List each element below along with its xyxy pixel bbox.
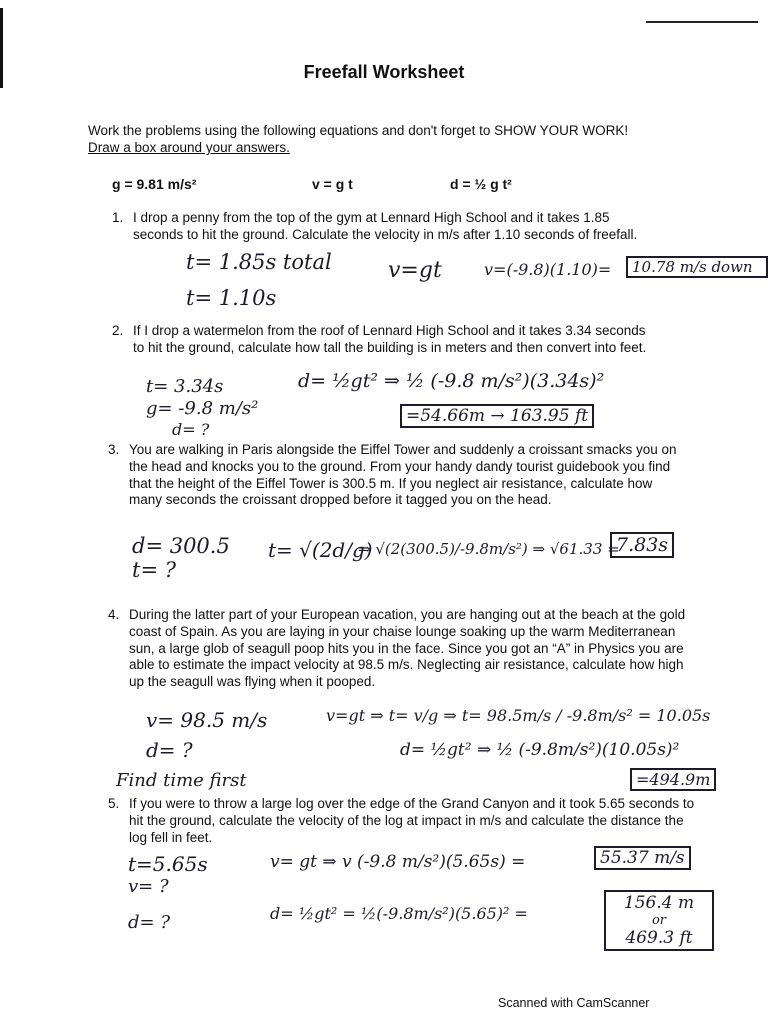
scanner-watermark: Scanned with CamScanner: [498, 996, 650, 1010]
p3-formula: t= √(2d/g): [268, 538, 373, 562]
p4-note: Find time first: [116, 770, 247, 791]
p5-answer-or: or: [651, 913, 667, 928]
p5-formula-distance: d= ½gt² = ½(-9.8m/s²)(5.65)² =: [270, 904, 528, 923]
p5-answer-feet: 469.3 ft: [625, 928, 693, 948]
p3-work: ⇒ √(2(300.5)/-9.8m/s²) ⇒ √61.33 =: [358, 540, 620, 558]
p1-given-time: t= 1.10s: [186, 286, 277, 310]
equation-gravity: g = 9.81 m/s²: [112, 176, 197, 192]
problem-text: I drop a penny from the top of the gym at Lennard High School and it takes 1.85 seconds to hit the ground. Calculate the velocity in m/s after 1.10 seconds of freefall.: [133, 210, 638, 242]
p2-formula: d= ½gt² ⇒ ½ (-9.8 m/s²)(3.34s)²: [298, 370, 605, 392]
p1-given-total-time: t= 1.85s total: [186, 250, 332, 274]
problem-1: [112, 210, 652, 244]
p5-given-velocity: v= ?: [128, 876, 169, 897]
p5-given-time: t=5.65s: [128, 852, 208, 876]
p2-given-time: t= 3.34s: [146, 376, 224, 397]
problem-number: 4.: [108, 607, 120, 622]
p5-answer-velocity-box: 55.37 m/s: [594, 846, 691, 870]
p4-given-distance: d= ?: [146, 738, 193, 762]
p3-answer-box: 7.83s: [610, 532, 674, 558]
problem-text: If I drop a watermelon from the roof of Lennard High School and it takes 3.34 seconds to hit the ground, calculate how tall the building is in meters and then convert into feet.: [133, 323, 647, 355]
problem-2: [112, 323, 652, 357]
problem-5: [108, 796, 698, 846]
p5-given-distance: d= ?: [128, 912, 170, 933]
p3-given-distance: d= 300.5: [132, 534, 230, 558]
problem-text: During the latter part of your European vacation, you are hanging out at the beach at the gold coast of Spain. As you are laying in your chaise lounge soaking up the warm Mediterranean sun, a large glob of seagull poop hits you in the face. Since you got an “A” in Physics you are able to estimate the impact velocity at 98.5 m/s. Neglecting air resistance, calculate how high up the seagull was flying when it pooped.: [129, 607, 686, 690]
p1-work: v=(-9.8)(1.10)=: [484, 260, 612, 279]
problem-text: You are walking in Paris alongside the Eiffel Tower and suddenly a croissant smacks you on the head and knocks you to the ground. From your handy dandy tourist guidebook you find that the height of the Eiffel Tower is 300.5 m. If you neglect air resistance, calculate how many seconds the croissant dropped before it tagged you on the head.: [129, 442, 677, 508]
p2-answer-box: =54.66m → 163.95 ft: [400, 404, 594, 428]
instructions-line1: Work the problems using the following equations and don't forget to SHOW YOUR WORK!: [88, 123, 629, 138]
equation-velocity: v = g t: [312, 176, 353, 192]
p4-formula-distance: d= ½gt² ⇒ ½ (-9.8m/s²)(10.05s)²: [400, 740, 680, 760]
p1-answer-box: 10.78 m/s down: [626, 256, 768, 278]
p4-answer-box: =494.9m: [630, 768, 716, 791]
p2-given-gravity: g= -9.8 m/s²: [146, 398, 259, 419]
problem-3: [108, 442, 688, 509]
instructions: [88, 122, 748, 156]
equation-distance: d = ½ g t²: [450, 176, 512, 192]
page-title: Freefall Worksheet: [303, 62, 465, 82]
p5-formula-velocity: v= gt ⇒ v (-9.8 m/s²)(5.65s) =: [270, 852, 526, 872]
problem-number: 1.: [112, 210, 124, 225]
p4-given-velocity: v= 98.5 m/s: [146, 708, 268, 732]
p1-formula: v=gt: [388, 258, 442, 283]
p4-formula-time: v=gt ⇒ t= v/g ⇒ t= 98.5m/s / -9.8m/s² = 10.05s: [326, 706, 711, 725]
instructions-line2: Draw a box around your answers.: [88, 140, 290, 155]
problem-4: [108, 607, 688, 691]
p5-answer-distance-box: [604, 890, 714, 951]
p5-answer-meters: 156.4 m: [623, 893, 695, 913]
p3-given-time: t= ?: [132, 558, 176, 582]
problem-text: If you were to throw a large log over the edge of the Grand Canyon and it took 5.65 seconds to hit the ground, calculate the velocity of the log at impact in m/s and calculate the distance the log fell in feet.: [129, 796, 695, 845]
p2-given-distance: d= ?: [172, 420, 210, 439]
problem-number: 3.: [108, 442, 120, 457]
problem-number: 5.: [108, 796, 120, 811]
top-dash-line: [646, 21, 758, 23]
problem-number: 2.: [112, 323, 124, 338]
